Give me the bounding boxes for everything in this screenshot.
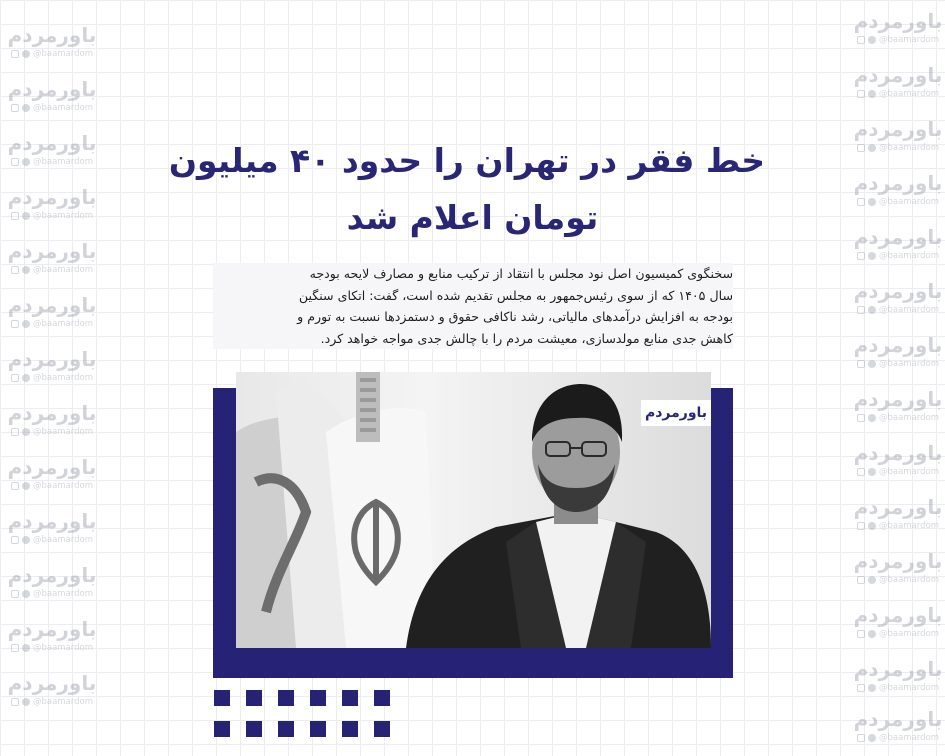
- telegram-icon: [22, 320, 30, 328]
- watermark: [848, 706, 945, 756]
- watermark-handle: @baamardom: [32, 589, 94, 599]
- telegram-icon: [22, 698, 30, 706]
- decorative-square: [310, 690, 326, 706]
- watermark-logo: باورمردم: [7, 293, 97, 317]
- portrait-photo: [236, 372, 711, 648]
- watermark: [2, 184, 102, 234]
- instagram-icon: [11, 266, 19, 274]
- watermark-logo: باورمردم: [853, 549, 943, 573]
- watermark-logo: باورمردم: [7, 131, 97, 155]
- instagram-icon: [857, 522, 865, 530]
- decorative-square: [374, 690, 390, 706]
- watermark: [2, 400, 102, 450]
- watermark: [848, 494, 945, 544]
- watermark-handle: @baamardom: [878, 575, 940, 585]
- telegram-icon: [22, 536, 30, 544]
- instagram-icon: [857, 36, 865, 44]
- article-body: [213, 263, 733, 349]
- telegram-icon: [868, 734, 876, 742]
- watermark-handle: @baamardom: [32, 427, 94, 437]
- photo-watermark-logo: باورمردم: [641, 400, 711, 426]
- watermark-handle: @baamardom: [32, 697, 94, 707]
- watermark-column-right: [848, 0, 945, 756]
- telegram-icon: [868, 630, 876, 638]
- watermark-logo: باورمردم: [7, 563, 97, 587]
- telegram-icon: [22, 644, 30, 652]
- decorative-square: [246, 721, 262, 737]
- body-line: بودجه به افزایش درآمدهای مالیاتی، رشد ناکافی حقوق و دستمزدها نسبت به تورم و: [297, 309, 733, 324]
- instagram-icon: [11, 158, 19, 166]
- watermark: [848, 170, 945, 220]
- headline-line-2: تومان اعلام شد: [346, 198, 599, 237]
- instagram-icon: [11, 536, 19, 544]
- watermark-logo: باورمردم: [853, 657, 943, 681]
- portrait-illustration: [236, 372, 711, 648]
- watermark: [2, 616, 102, 666]
- watermark-logo: باورمردم: [853, 171, 943, 195]
- watermark: [2, 508, 102, 558]
- instagram-icon: [857, 414, 865, 422]
- instagram-icon: [11, 50, 19, 58]
- headline-line-1: خط فقر در تهران را حدود ۴۰ میلیون: [168, 141, 765, 180]
- watermark: [848, 386, 945, 436]
- instagram-icon: [857, 306, 865, 314]
- telegram-icon: [22, 374, 30, 382]
- watermark-handle: @baamardom: [32, 319, 94, 329]
- instagram-icon: [857, 684, 865, 692]
- watermark: [2, 22, 102, 72]
- watermark-logo: باورمردم: [7, 239, 97, 263]
- watermark-logo: باورمردم: [853, 603, 943, 627]
- telegram-icon: [868, 36, 876, 44]
- telegram-icon: [22, 104, 30, 112]
- watermark: [2, 454, 102, 504]
- telegram-icon: [868, 90, 876, 98]
- watermark-handle: @baamardom: [32, 481, 94, 491]
- watermark-logo: باورمردم: [853, 9, 943, 33]
- watermark-handle: @baamardom: [878, 89, 940, 99]
- watermark-logo: باورمردم: [7, 455, 97, 479]
- telegram-icon: [868, 360, 876, 368]
- decorative-square: [374, 721, 390, 737]
- instagram-icon: [11, 212, 19, 220]
- watermark-logo: باورمردم: [7, 509, 97, 533]
- watermark-handle: @baamardom: [878, 251, 940, 261]
- telegram-icon: [868, 198, 876, 206]
- instagram-icon: [11, 374, 19, 382]
- telegram-icon: [22, 428, 30, 436]
- decorative-square: [310, 721, 326, 737]
- decorative-square: [246, 690, 262, 706]
- instagram-icon: [11, 698, 19, 706]
- telegram-icon: [868, 144, 876, 152]
- instagram-icon: [857, 144, 865, 152]
- watermark: [2, 238, 102, 288]
- telegram-icon: [22, 212, 30, 220]
- decorative-square: [342, 690, 358, 706]
- watermark-logo: باورمردم: [7, 347, 97, 371]
- instagram-icon: [857, 252, 865, 260]
- watermark-logo: باورمردم: [853, 495, 943, 519]
- watermark-handle: @baamardom: [878, 305, 940, 315]
- watermark-handle: @baamardom: [878, 521, 940, 531]
- watermark: [848, 278, 945, 328]
- watermark-handle: @baamardom: [32, 211, 94, 221]
- decorative-squares: [214, 690, 394, 740]
- watermark: [848, 332, 945, 382]
- body-line: کاهش جدی منابع مولدسازی، معیشت مردم را با چالش جدی مواجه خواهد کرد.: [320, 330, 733, 346]
- watermark-logo: باورمردم: [7, 671, 97, 695]
- watermark-handle: @baamardom: [32, 103, 94, 113]
- watermark-handle: @baamardom: [878, 733, 940, 743]
- decorative-square: [278, 690, 294, 706]
- telegram-icon: [868, 684, 876, 692]
- watermark-handle: @baamardom: [32, 643, 94, 653]
- watermark: [848, 224, 945, 274]
- watermark-handle: @baamardom: [878, 467, 940, 477]
- watermark: [2, 562, 102, 612]
- watermark: [848, 602, 945, 652]
- telegram-icon: [22, 50, 30, 58]
- watermark-column-left: [2, 0, 102, 756]
- watermark-logo: باورمردم: [7, 77, 97, 101]
- telegram-icon: [22, 482, 30, 490]
- instagram-icon: [11, 482, 19, 490]
- watermark: [848, 8, 945, 58]
- telegram-icon: [868, 252, 876, 260]
- watermark-handle: @baamardom: [878, 413, 940, 423]
- instagram-icon: [857, 360, 865, 368]
- watermark: [848, 656, 945, 706]
- watermark-logo: باورمردم: [853, 387, 943, 411]
- watermark-handle: @baamardom: [878, 683, 940, 693]
- telegram-icon: [868, 306, 876, 314]
- watermark: [2, 670, 102, 720]
- watermark-logo: باورمردم: [853, 279, 943, 303]
- instagram-icon: [857, 630, 865, 638]
- instagram-icon: [11, 320, 19, 328]
- decorative-square: [214, 721, 230, 737]
- telegram-icon: [868, 468, 876, 476]
- telegram-icon: [868, 576, 876, 584]
- instagram-icon: [857, 734, 865, 742]
- telegram-icon: [22, 266, 30, 274]
- watermark: [848, 440, 945, 490]
- watermark-handle: @baamardom: [32, 373, 94, 383]
- decorative-square: [214, 690, 230, 706]
- watermark-handle: @baamardom: [878, 143, 940, 153]
- watermark-handle: @baamardom: [32, 49, 94, 59]
- instagram-icon: [11, 428, 19, 436]
- instagram-icon: [11, 644, 19, 652]
- telegram-icon: [868, 414, 876, 422]
- instagram-icon: [857, 90, 865, 98]
- telegram-icon: [22, 590, 30, 598]
- body-line: سال ۱۴۰۵ که از سوی رئیس‌جمهور به مجلس تقدیم شده است، گفت: اتکای سنگین: [298, 287, 733, 303]
- watermark: [848, 116, 945, 166]
- decorative-square: [342, 721, 358, 737]
- telegram-icon: [868, 522, 876, 530]
- telegram-icon: [22, 158, 30, 166]
- instagram-icon: [11, 590, 19, 598]
- instagram-icon: [11, 104, 19, 112]
- watermark-logo: باورمردم: [7, 401, 97, 425]
- watermark-logo: باورمردم: [7, 23, 97, 47]
- watermark-logo: باورمردم: [853, 117, 943, 141]
- watermark-handle: @baamardom: [32, 265, 94, 275]
- watermark-handle: @baamardom: [878, 629, 940, 639]
- watermark-handle: @baamardom: [32, 157, 94, 167]
- watermark-logo: باورمردم: [7, 617, 97, 641]
- body-line: سخنگوی کمیسیون اصل نود مجلس با انتقاد از ترکیب منابع و مصارف لایحه بودجه: [309, 266, 733, 281]
- watermark-logo: باورمردم: [853, 63, 943, 87]
- watermark-handle: @baamardom: [878, 359, 940, 369]
- watermark-logo: باورمردم: [853, 333, 943, 357]
- instagram-icon: [857, 468, 865, 476]
- watermark-logo: باورمردم: [853, 707, 943, 731]
- watermark-handle: @baamardom: [32, 535, 94, 545]
- watermark-logo: باورمردم: [853, 225, 943, 249]
- instagram-icon: [857, 198, 865, 206]
- watermark: [2, 346, 102, 396]
- watermark: [2, 130, 102, 180]
- watermark: [2, 292, 102, 342]
- watermark-handle: @baamardom: [878, 197, 940, 207]
- watermark-handle: @baamardom: [878, 35, 940, 45]
- instagram-icon: [857, 576, 865, 584]
- decorative-square: [278, 721, 294, 737]
- watermark: [848, 548, 945, 598]
- watermark: [848, 62, 945, 112]
- watermark-logo: باورمردم: [7, 185, 97, 209]
- watermark: [2, 76, 102, 126]
- watermark-logo: باورمردم: [853, 441, 943, 465]
